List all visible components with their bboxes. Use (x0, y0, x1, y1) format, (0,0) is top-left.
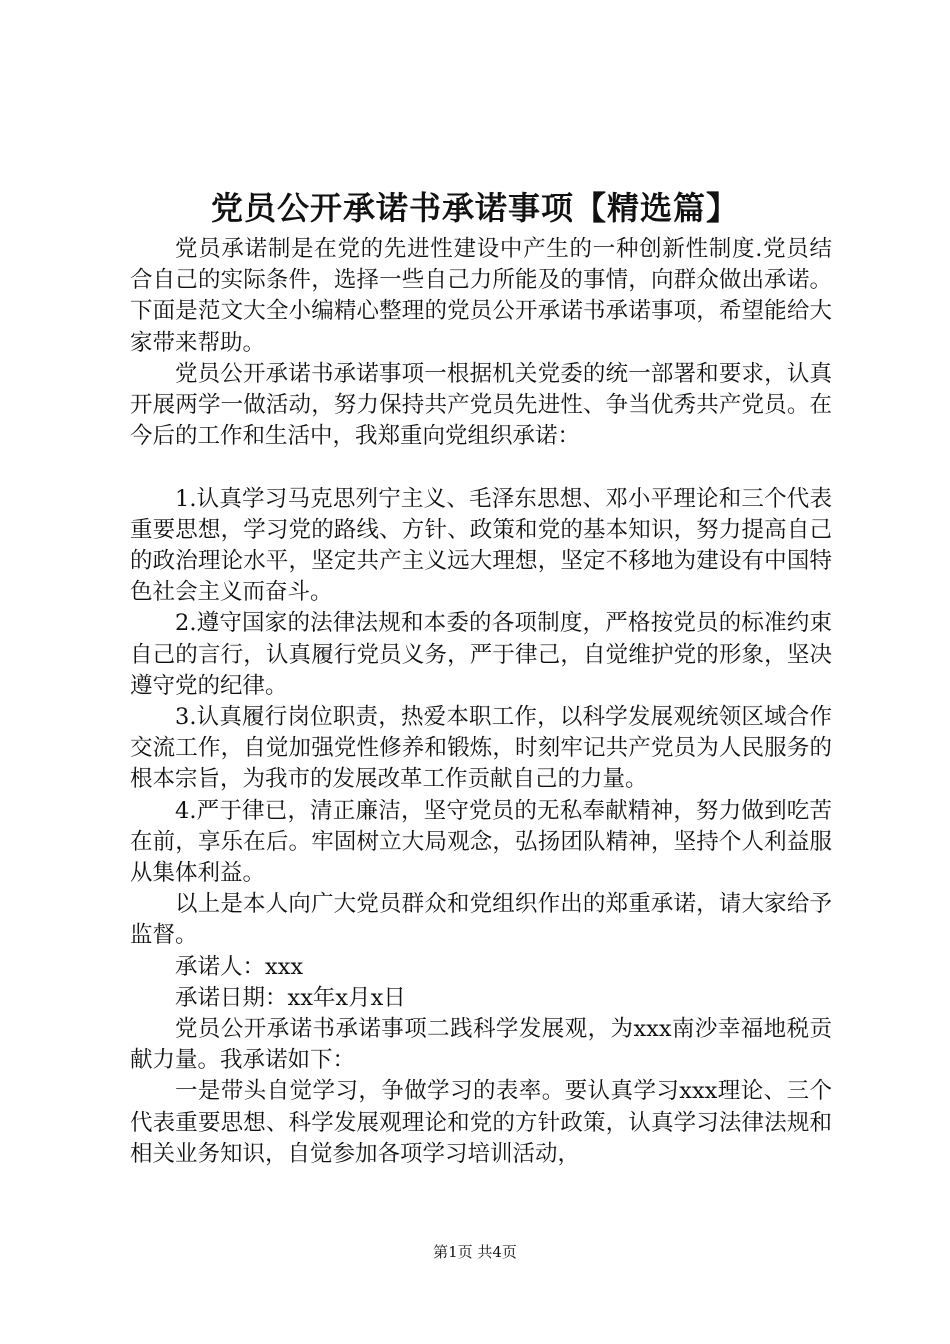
paragraph-item-1: 1.认真学习马克思列宁主义、毛泽东思想、邓小平理论和三个代表重要思想，学习党的路线、方针、政策和党的基本知识，努力提高自己的政治理论水平，坚定共产主义远大理想，坚定不移地为建设有中国特色社会主义而奋斗。 (130, 485, 832, 606)
paragraph-item-4: 4.严于律已，清正廉洁，坚守党员的无私奉献精神，努力做到吃苦在前，享乐在后。牢固树立大局观念，弘扬团队精神，坚持个人利益服从集体利益。 (130, 797, 832, 887)
paragraph-intro: 党员承诺制是在党的先进性建设中产生的一种创新性制度.党员结合自己的实际条件，选择一些自己力所能及的事情，向群众做出承诺。下面是范文大全小编精心整理的党员公开承诺书承诺事项，希望能给大家带来帮助。 (130, 236, 832, 356)
page-footer: 第1页 共4页 (433, 1243, 517, 1261)
paragraph-item-2: 2.遵守国家的法律法规和本委的各项制度，严格按党员的标准约束自己的言行，认真履行党员义务，严于律己，自觉维护党的形象，坚决遵守党的纪律。 (130, 610, 832, 699)
paragraph-signer: 承诺人：xxx (175, 953, 304, 980)
paragraph-closing: 以上是本人向广大党员群众和党组织作出的郑重承诺，请大家给予监督。 (130, 891, 832, 949)
paragraph-pledge-two-item-1: 一是带头自觉学习，争做学习的表率。要认真学习xxx理论、三个代表重要思想、科学发展观理论和党的方针政策，认真学习法律法规和相关业务知识，自觉参加各项学习培训活动， (130, 1078, 832, 1167)
paragraph-item-3: 3.认真履行岗位职责，热爱本职工作，以科学发展观统领区域合作交流工作，自觉加强党性修养和锻炼，时刻牢记共产党员为人民服务的根本宗旨，为我市的发展改革工作贡献自己的力量。 (130, 704, 832, 793)
paragraph-pledge-one-intro: 党员公开承诺书承诺事项一根据机关党委的统一部署和要求，认真开展两学一做活动，努力保持共产党员先进性、争当优秀共产党员。在今后的工作和生活中，我郑重向党组织承诺： (130, 360, 832, 450)
document-title: 党员公开承诺书承诺事项【精选篇】 (210, 189, 739, 227)
paragraph-pledge-two-intro: 党员公开承诺书承诺事项二践科学发展观，为xxx南沙幸福地税贡献力量。我承诺如下： (130, 1016, 832, 1074)
document-body (130, 234, 832, 1170)
paragraph-date: 承诺日期：xx年x月x日 (175, 984, 406, 1011)
